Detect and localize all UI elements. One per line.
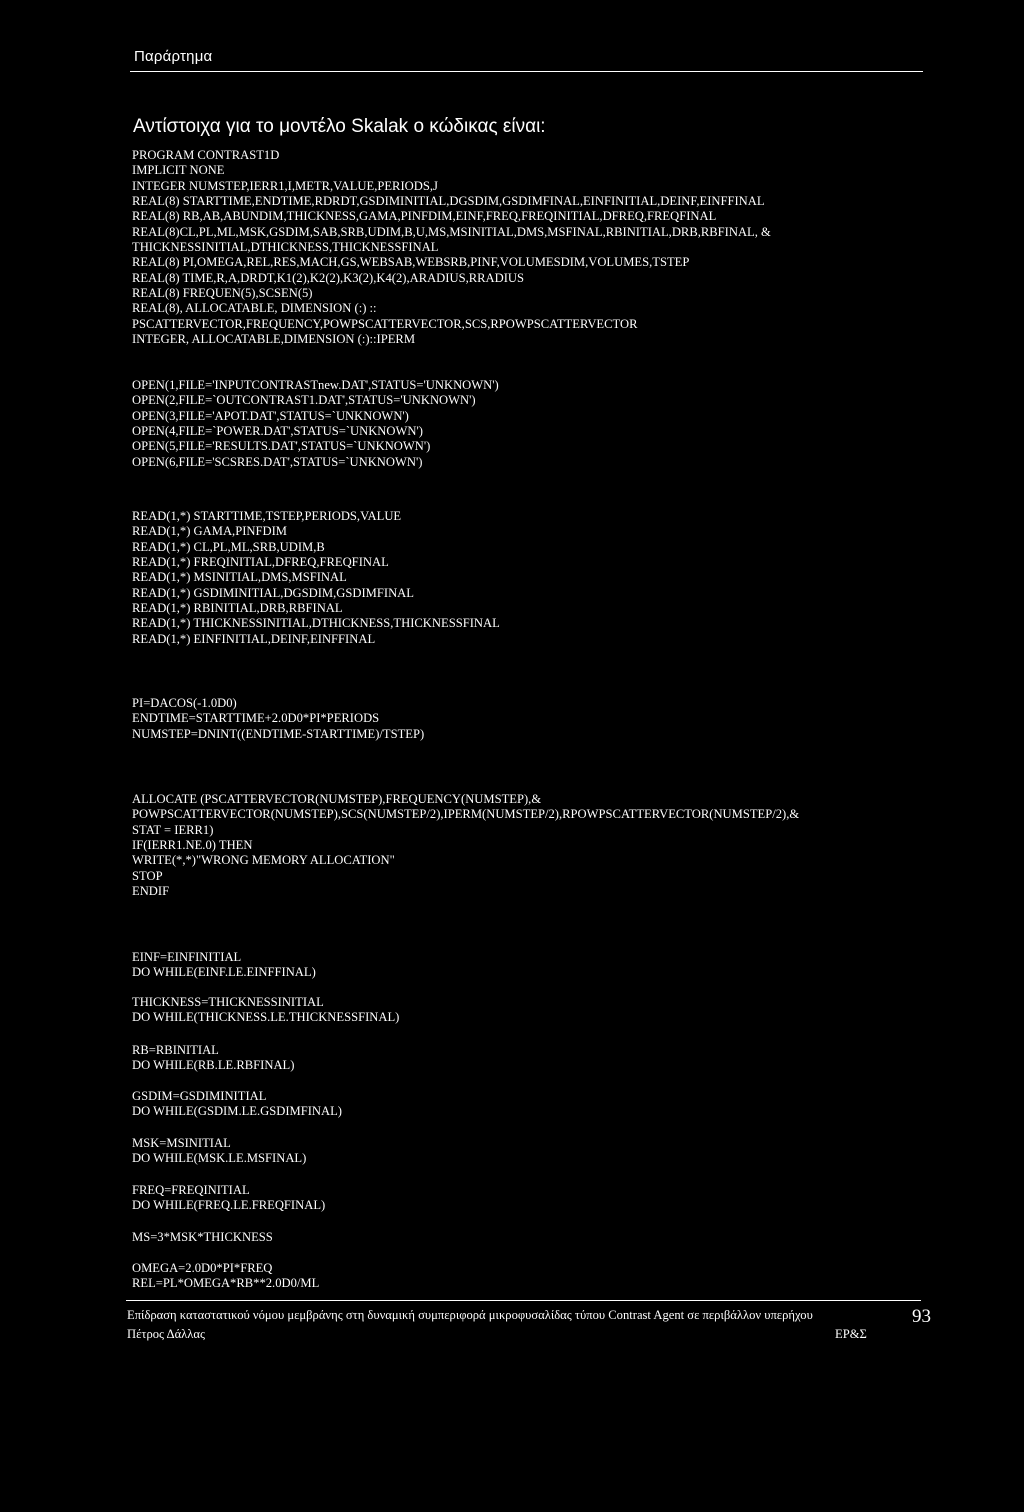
code-read-statements <box>132 509 500 647</box>
code-line: INTEGER NUMSTEP,IERR1,I,METR,VALUE,PERIODS,J <box>132 178 438 193</box>
code-line: OMEGA=2.0D0*PI*FREQ <box>132 1261 273 1275</box>
code-line: DO WHILE(EINF.LE.EINFFINAL) <box>132 965 316 980</box>
code-line: INTEGER, ALLOCATABLE,DIMENSION (:)::IPERM <box>132 332 416 347</box>
code-line: GSDIM=GSDIMINITIAL <box>132 1089 267 1103</box>
code-line: ENDTIME=STARTTIME+2.0D0*PI*PERIODS <box>132 711 380 726</box>
code-line: REAL(8) PI,OMEGA,REL,RES,MACH,GS,WEBSAB,WEBSRB,PINF,VOLUMESDIM,VOLUMES,TSTEP <box>132 255 690 270</box>
code-line: PROGRAM CONTRAST1D <box>132 148 280 162</box>
code-line: OPEN(1,FILE='INPUTCONTRASTnew.DAT',STATUS='UNKNOWN') <box>132 378 499 392</box>
code-line: OPEN(4,FILE=`POWER.DAT',STATUS=`UNKNOWN') <box>132 424 423 439</box>
code-loop-freq <box>132 1183 325 1214</box>
code-line: RB=RBINITIAL <box>132 1043 219 1057</box>
code-line: REL=PL*OMEGA*RB**2.0D0/ML <box>132 1276 320 1291</box>
footer-org: ΕΡ&Σ <box>835 1327 867 1341</box>
code-line: DO WHILE(RB.LE.RBFINAL) <box>132 1058 295 1073</box>
code-loop-gsdim <box>132 1089 342 1120</box>
code-line: EINF=EINFINITIAL <box>132 950 242 964</box>
code-line: OPEN(5,FILE='RESULTS.DAT',STATUS=`UNKNOWN') <box>132 439 431 454</box>
page-number: 93 <box>912 1306 931 1327</box>
code-line: MSK=MSINITIAL <box>132 1136 231 1150</box>
footer-author: Πέτρος Δάλλας <box>127 1327 205 1341</box>
code-line: READ(1,*) GAMA,PINFDIM <box>132 524 287 539</box>
code-loop-thickness <box>132 995 399 1026</box>
code-line: IF(IERR1.NE.0) THEN <box>132 838 253 853</box>
code-line: WRITE(*,*)"WRONG MEMORY ALLOCATION" <box>132 853 395 868</box>
code-line: DO WHILE(GSDIM.LE.GSDIMFINAL) <box>132 1104 342 1119</box>
code-line: STAT = IERR1) <box>132 822 214 837</box>
code-line: REAL(8) FREQUEN(5),SCSEN(5) <box>132 286 313 301</box>
code-line: STOP <box>132 868 163 883</box>
header-rule <box>130 71 923 72</box>
code-line: POWPSCATTERVECTOR(NUMSTEP),SCS(NUMSTEP/2),IPERM(NUMSTEP/2),RPOWPSCATTERVECTOR(NUMSTEP/2),& <box>132 807 800 822</box>
code-line: READ(1,*) RBINITIAL,DRB,RBFINAL <box>132 601 343 616</box>
code-line: ENDIF <box>132 884 170 899</box>
code-line: REAL(8)CL,PL,ML,MSK,GSDIM,SAB,SRB,UDIM,B,U,MS,MSINITIAL,DMS,MSFINAL,RBINITIAL,DRB,RBFINAL, & <box>132 224 771 239</box>
code-line: READ(1,*) MSINITIAL,DMS,MSFINAL <box>132 570 347 585</box>
code-line: PSCATTERVECTOR,FREQUENCY,POWPSCATTERVECTOR,SCS,RPOWPSCATTERVECTOR <box>132 316 638 331</box>
code-allocate <box>132 792 799 899</box>
code-line: READ(1,*) STARTTIME,TSTEP,PERIODS,VALUE <box>132 509 402 523</box>
code-line: ALLOCATE (PSCATTERVECTOR(NUMSTEP),FREQUENCY(NUMSTEP),& <box>132 792 542 806</box>
header-title: Παράρτημα <box>134 48 213 65</box>
code-line: NUMSTEP=DNINT((ENDTIME-STARTTIME)/TSTEP) <box>132 726 425 741</box>
code-line: DO WHILE(FREQ.LE.FREQFINAL) <box>132 1198 326 1213</box>
code-line: REAL(8) RB,AB,ABUNDIM,THICKNESS,GAMA,PINFDIM,EINF,FREQ,FREQINITIAL,DFREQ,FREQFINAL <box>132 209 717 224</box>
code-constants <box>132 696 424 742</box>
code-loop-rb <box>132 1043 294 1074</box>
code-ms-line <box>132 1230 273 1245</box>
code-loop-msk <box>132 1136 306 1167</box>
code-declarations <box>132 148 771 347</box>
code-line: REAL(8), ALLOCATABLE, DIMENSION (:) :: <box>132 301 377 316</box>
code-line: MS=3*MSK*THICKNESS <box>132 1230 273 1244</box>
code-line: OPEN(6,FILE='SCSRES.DAT',STATUS=`UNKNOWN') <box>132 454 423 469</box>
code-line: PI=DACOS(-1.0D0) <box>132 696 237 710</box>
code-line: DO WHILE(THICKNESS.LE.THICKNESSFINAL) <box>132 1010 400 1025</box>
code-line: OPEN(3,FILE='APOT.DAT',STATUS=`UNKNOWN') <box>132 408 409 423</box>
code-line: OPEN(2,FILE=`OUTCONTRAST1.DAT',STATUS='UNKNOWN') <box>132 393 476 408</box>
code-line: READ(1,*) FREQINITIAL,DFREQ,FREQFINAL <box>132 555 389 570</box>
code-line: REAL(8) TIME,R,A,DRDT,K1(2),K2(2),K3(2),K4(2),ARADIUS,RRADIUS <box>132 270 525 285</box>
code-line: REAL(8) STARTTIME,ENDTIME,RDRDT,GSDIMINITIAL,DGSDIM,GSDIMFINAL,EINFINITIAL,DEINF,EINFFINAL <box>132 194 765 209</box>
code-line: DO WHILE(MSK.LE.MSFINAL) <box>132 1151 307 1166</box>
code-line: READ(1,*) THICKNESSINITIAL,DTHICKNESS,THICKNESSFINAL <box>132 616 500 631</box>
footer-rule <box>126 1300 921 1301</box>
code-line: READ(1,*) CL,PL,ML,SRB,UDIM,B <box>132 539 325 554</box>
code-line: READ(1,*) EINFINITIAL,DEINF,EINFFINAL <box>132 631 376 646</box>
code-line: READ(1,*) GSDIMINITIAL,DGSDIM,GSDIMFINAL <box>132 585 414 600</box>
code-line: THICKNESSINITIAL,DTHICKNESS,THICKNESSFINAL <box>132 240 439 255</box>
code-line: THICKNESS=THICKNESSINITIAL <box>132 995 324 1009</box>
footer-title: Επίδραση καταστατικού νόμου μεμβράνης στη δυναμική συμπεριφορά μικροφυσαλίδας τύπου Contrast Agent σε περιβάλλον υπερήχου <box>127 1308 813 1322</box>
code-open-files <box>132 378 499 470</box>
section-heading: Αντίστοιχα για το μοντέλο Skalak ο κώδικας είναι: <box>133 116 546 137</box>
code-loop-einf <box>132 950 316 981</box>
code-line: FREQ=FREQINITIAL <box>132 1183 250 1197</box>
code-line: IMPLICIT NONE <box>132 163 225 178</box>
code-omega-rel <box>132 1261 319 1292</box>
